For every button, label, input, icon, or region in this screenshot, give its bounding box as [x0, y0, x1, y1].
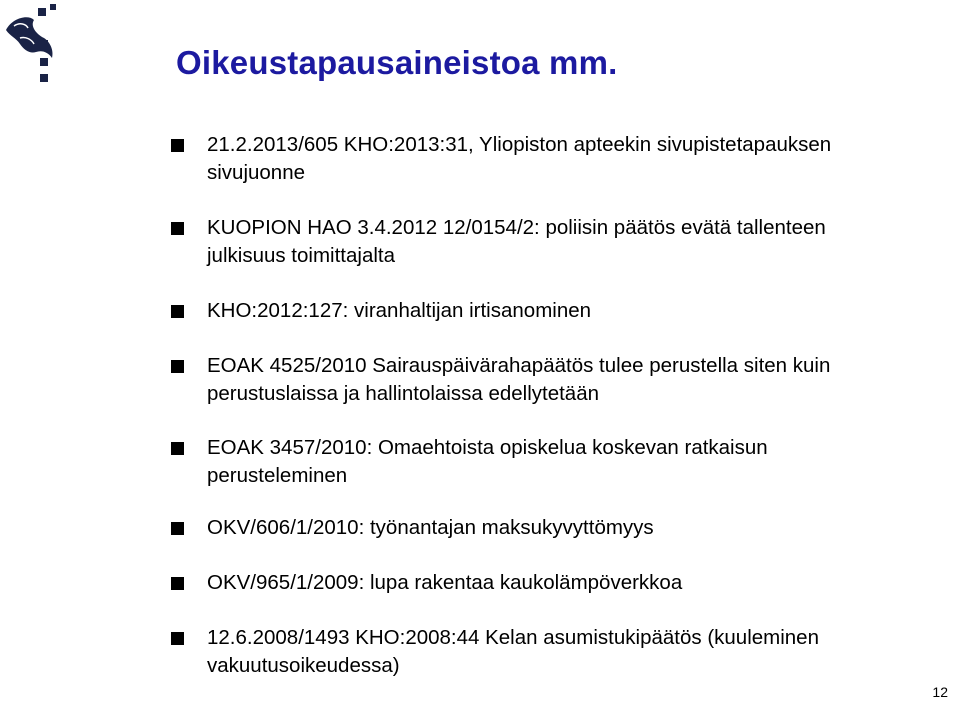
square-bullet-icon: [171, 139, 184, 152]
slide-title: Oikeustapausaineistoa mm.: [176, 44, 618, 81]
bullet-item: [170, 569, 910, 597]
square-bullet-icon: [171, 442, 184, 455]
bullet-item: [170, 131, 910, 187]
square-bullet-icon: [171, 577, 184, 590]
bullet-item: [170, 214, 910, 270]
bullet-item: [170, 352, 910, 408]
bullet-item: [170, 297, 910, 325]
bullet-item: [170, 514, 910, 542]
bullet-text: 12.6.2008/1493 KHO:2008:44 Kelan asumistukipäätös (kuuleminen vakuutusoikeudessa): [207, 626, 819, 677]
bullet-text: OKV/965/1/2009: lupa rakentaa kaukolämpöverkkoa: [207, 571, 683, 594]
bullet-text: KHO:2012:127: viranhaltijan irtisanominen: [207, 299, 592, 322]
bullet-text: 21.2.2013/605 KHO:2013:31, Yliopiston apteekin sivupistetapauksen sivujuonne: [207, 133, 832, 184]
bullet-text: OKV/606/1/2010: työnantajan maksukyvyttömyys: [207, 516, 654, 539]
bullet-item: [170, 434, 910, 490]
bullet-text: EOAK 3457/2010: Omaehtoista opiskelua koskevan ratkaisun perusteleminen: [207, 436, 768, 487]
bullet-item: [170, 624, 910, 680]
square-bullet-icon: [171, 222, 184, 235]
page-number: 12: [932, 684, 948, 700]
bullet-text: KUOPION HAO 3.4.2012 12/0154/2: poliisin päätös evätä tallenteen julkisuus toimittajalta: [207, 216, 826, 267]
square-bullet-icon: [171, 360, 184, 373]
university-logo-icon: [0, 0, 90, 90]
bullet-text: EOAK 4525/2010 Sairauspäivärahapäätös tulee perustella siten kuin perustuslaissa ja hallintolaissa edellytetään: [207, 354, 831, 405]
square-bullet-icon: [171, 522, 184, 535]
square-bullet-icon: [171, 305, 184, 318]
square-bullet-icon: [171, 632, 184, 645]
